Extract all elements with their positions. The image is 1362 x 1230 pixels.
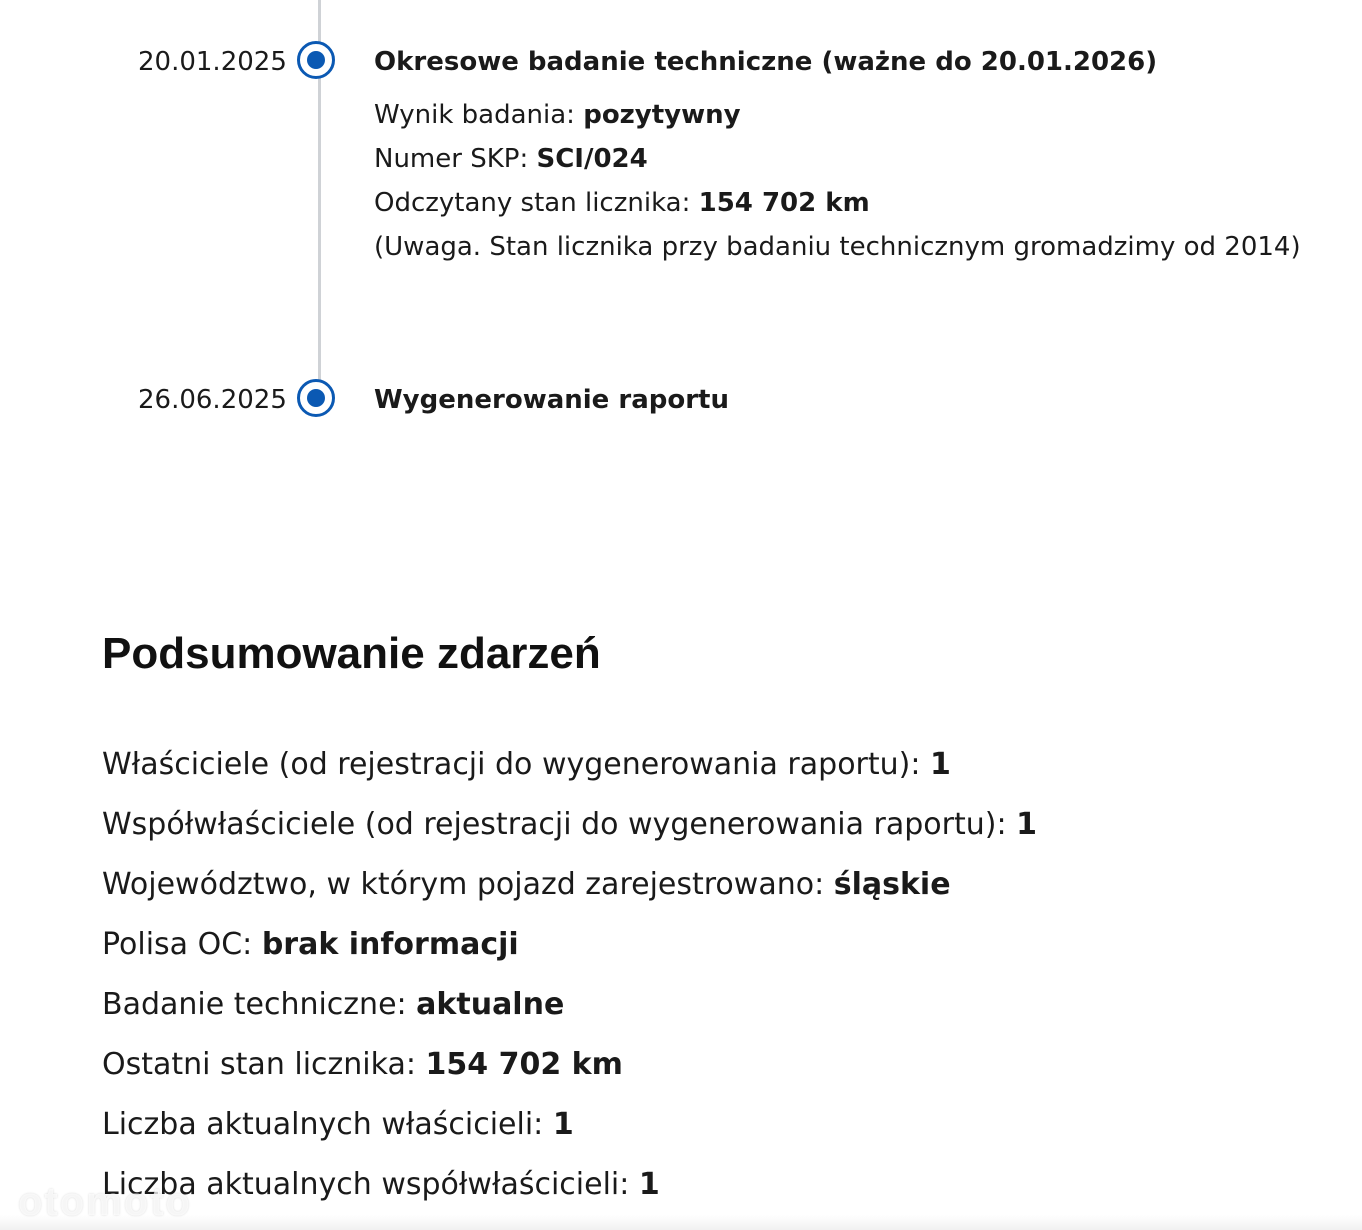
- detail-label: Odczytany stan licznika:: [374, 188, 699, 218]
- timeline-dot-icon: [297, 41, 335, 79]
- summary-label: Liczba aktualnych właścicieli:: [102, 1107, 553, 1142]
- detail-label: Numer SKP:: [374, 144, 537, 174]
- bottom-strip: [0, 1215, 1362, 1230]
- detail-value: pozytywny: [583, 100, 741, 130]
- summary-value: 154 702 km: [425, 1047, 623, 1082]
- watermark-logo: otomoto: [18, 1180, 192, 1224]
- timeline-dot-icon: [297, 379, 335, 417]
- summary-row: [102, 1155, 1037, 1215]
- event-details: [374, 93, 1301, 269]
- summary-value: aktualne: [416, 987, 565, 1022]
- summary-row: [102, 975, 1037, 1035]
- event-title: Okresowe badanie techniczne (ważne do 20.01.2026): [374, 47, 1158, 77]
- summary-row: [102, 795, 1037, 855]
- event-title: Wygenerowanie raportu: [374, 385, 729, 415]
- detail-row: [374, 93, 1301, 137]
- summary-label: Województwo, w którym pojazd zarejestrowano:: [102, 867, 834, 902]
- summary-value: 1: [552, 1107, 574, 1142]
- summary-value: 1: [638, 1167, 660, 1202]
- summary-row: [102, 915, 1037, 975]
- detail-value: SCI/024: [536, 144, 648, 174]
- summary-row: [102, 1035, 1037, 1095]
- detail-row: [374, 137, 1301, 181]
- detail-label: Wynik badania:: [374, 100, 584, 130]
- summary-row: [102, 1095, 1037, 1155]
- detail-row: [374, 181, 1301, 225]
- summary-label: Współwłaściciele (od rejestracji do wygenerowania raportu):: [102, 807, 1017, 842]
- summary-label: Ostatni stan licznika:: [102, 1047, 426, 1082]
- summary-value: 1: [930, 747, 951, 782]
- summary-value: brak informacji: [261, 927, 519, 962]
- summary-value: 1: [1016, 807, 1037, 842]
- summary-row: [102, 855, 1037, 915]
- detail-note: (Uwaga. Stan licznika przy badaniu technicznym gromadzimy od 2014): [374, 232, 1301, 262]
- summary-label: Liczba aktualnych współwłaścicieli:: [102, 1167, 639, 1202]
- summary-label: Właściciele (od rejestracji do wygenerowania raportu):: [102, 747, 931, 782]
- event-date: 26.06.2025: [138, 385, 287, 415]
- summary-value: śląskie: [833, 867, 951, 902]
- summary-row: [102, 735, 1037, 795]
- summary-title: Podsumowanie zdarzeń: [102, 629, 601, 678]
- event-date: 20.01.2025: [138, 47, 287, 77]
- summary-label: Badanie techniczne:: [102, 987, 417, 1022]
- summary-label: Polisa OC:: [102, 927, 262, 962]
- summary-list: [102, 735, 1037, 1215]
- detail-value: 154 702 km: [698, 188, 870, 218]
